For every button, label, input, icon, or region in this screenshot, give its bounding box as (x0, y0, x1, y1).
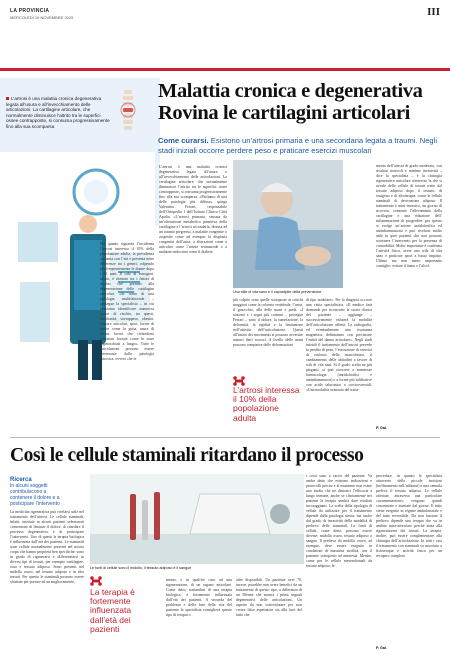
lab-samples-photo (90, 474, 304, 564)
header-rule (0, 68, 450, 71)
article2-photo-caption: Le fonti di cellule sono il midollo, il tessuto adiposo e il sangue (90, 566, 192, 570)
kicker-title: Ricerca (10, 477, 32, 483)
article2-headline: Così le cellule staminali ritardano il processo (10, 445, 364, 466)
article2-kicker (10, 477, 70, 507)
page-number: III (427, 6, 440, 18)
article2-pull-quote: La terapia è fortemente influenzata dall’età dei pazienti (90, 587, 135, 634)
article1-lead (158, 136, 448, 155)
article2-signature: P. Gal. (376, 646, 387, 650)
elderly-woman-knee-photo (233, 160, 343, 288)
article1-col1: L’artrosi è una malattia cronica degenerativa legata all’usura e all’invecchiamento delle articolazioni. La cartilagine articolare, che normalmente diminuisce l’attrito tra le superfici ossee contrapposte, si consuma progressivamente fino alla sua scomparsa. «Parliamo di una delle patologie più diffuse» spiega Valentina Ferrari, responsabile dell’Ortopedia 1 dell’Istituto Clinico Città Apulia. «L’artrosi primaria, causata da un’alterazione metabolica primitiva della cartilagine e l’artrosi secondaria, dovuta ad un trauma pregresso, a malattie congenite o acquisite come ad esempio la displasia congenita dell’anca, a alterazioni come a articolari come l’artrite reumatoide o a malattie endocrine come il diabete. (159, 165, 227, 254)
newspaper-name: LA PROVINCIA (10, 8, 50, 14)
kicker-text: In alcuni soggetti contribuiscono a contenere il dolore e a posticipare l’intervento (10, 483, 60, 507)
article1-photo-caption: Uno stile di vita sano e il capostipite della prevenzione (233, 290, 322, 294)
article1-col2: Per quanto riguarda l’incidenza l’artrosi interessa il 10% della popolazione adulta, la prevalenza aumenta con l’età e presenta nette differenze tra i generi, colpendo più frequentemente le donne dopo i 55 anni. Il calo di estrogeni, infatti, è ritenuto tra i fattori di rischio che portano alla degenerazione delle cartilagini articolari. «Si tratta di una patologia multifattoriale – prosegue la specialista – in cui possiamo identificare numerosi fattori di rischio, tra questi, familiarità, sovrappeso, obesità, fratture articolari, sport, forme di artrite come la gotta, usura di alcuni lavori che richiedono posizioni forzate come lo stare inginocchiati a lungo». Tutte le articolazioni possono essere interessate dalla patologia artrosica, ovvero che le (100, 242, 154, 361)
lead-text: Esistono un’artrosi primaria e una secondaria legata a traumi. Negli stadi iniziali occorre perdere peso e praticare esercizi muscolari (158, 136, 438, 155)
lead-kicker: Come curarsi. (158, 136, 209, 145)
spine-icon (113, 88, 143, 138)
article2-col2: mento, e in qualche caso ad una rigenerazione, di un organo articolare. Come detto, trattandosi di una terapia biologica, è fortemente influenzata dall’età dei pazienti. A seconda del problema e della fase della vita del paziente la specialista consiglierà questo tipo di terapia o (166, 578, 232, 617)
bone-icon (90, 576, 102, 586)
article1-pull-quote: L’artrosi interessa il 10% della popolazione adulta (233, 385, 300, 423)
article2-col5: procedure, in quanto le specialista attraverso delle piccole incisioni (infiltramento nell’addome) e una cannula preleva il tessuto adiposo. Le cellule ottenute, attraverso una particolare «strumentazione» vengono quindi concentrate e iniettate dal giorno. Il tutto viene eseguito in regime ambulatoriale e del tutto reversibile. Da non lasciare il prelievo dipende una terapia che va in ambito intra-articolare perché aiuta alla rigenerazione dei tessuti. La terapia, inoltre, può essere complementare alla chirurgia dell’articolazione. In tutti i casi il trattamento con staminali va associato a fisioterapia e attività fisica per un recupero completo. (376, 474, 442, 558)
article1-col5: mento dell’artrosi di grado moderato, con risultati notevoli e minima invasività – dice la specialista – è la chirurgia rigenerativa articolare attraverso la che si avvale delle cellule di tessuti tratte dal tessuto adiposo dopo il tessuto, di ossigeno e di idroterapia, come le cellule staminali di derivazione adiposa. Il trattamento è mini-invasivo, un giorno di ricovero, consente l’allevamento della cartilagine e una riduzione dell’ infiammazione di progredire, per questo si svolge un’azione antidolorifica ed antinfiammatoria e può rivelarsi molto utile in quei pazienti che non possono sostenere l’intervento per la presenza di comorbilità. Molto importante è conferma l’attività fisica, avere uno stile di vita sano e praticare sport a basso impatto. Ultimo ma non meno importante consiglio: evitare il fumo e l’alcol. (376, 164, 442, 268)
illustration-anchor (100, 80, 101, 81)
bullet-marker (6, 97, 9, 100)
article2-col3: altre disponibili. Un paziente over 70, invece, potrebbe non avere benefici da un trattamento di questo tipo, a differenza di un 50enne che mostra i primi segnali degenerativi delle articolazioni. Un aspetto da non sottovalutare per non creare false aspettative sia alla luce del fatto che (236, 578, 302, 617)
masthead (10, 6, 440, 26)
article1-signature: P. Gal. (376, 426, 387, 430)
issue-date: MERCOLEDÌ 19 NOVEMBRE 2025 (10, 15, 74, 20)
info-bullet-1: L’artrosi è una malattia cronica degenerativa legata all’usura e all’invecchiamento delle articolazioni. La cartilagine articolare, che normalmente diminuisce l’attrito tra le superfici ossee contrapposte, si consuma progressivamente fino alla sua scomparsa (6, 96, 110, 129)
article2-col1: La medicina rigenerativa può rivelarsi utile nel trattamento dell’artrosi. Le cellule staminali, infatti, iniettate in alcuni pazienti selezionati consentono di limitare il dolore, di ritardare il processo degenerativo e di posticipare l’intervento. Uno di questi la terapia biologica è influenzata dall’età dei pazienti. Le staminali sono cellule normalmente presenti nel nostro corpo che hanno proprietà ben specifiche: sono in grado di rigenerarsi e differenziarsi in diversi tipi di tessuti, per esempio cartilagine, ossa e tessuto adiposo. Sono presenti nel midollo osseo, nel tessuto adiposo e in altri tessuti. Per questo le staminali possono essere sfruttate per portare ad un miglioramento, (10, 510, 84, 584)
article-separator (10, 437, 440, 438)
article1-col4: di tipo nodulare». Per la diagnosi occorre una visita specialistica. «Il medico farà domande per ricostruire la storia clinica del paziente – aggiunge – successivamente valuterà la mobilità dell’articolazione affetta. La radiografia, ed eventualmente una risonanza magnetica, definiranno con precisione l’entità del danno articolare». Negli stadi iniziali il trattamento dell’artrosi prevede la perdita di peso, l’esecuzione di esercizi di rinforzo della muscolatura, il cambiamento delle abitudini a favore di stili di vita sani. Si il goalo scelta ne più pieganti, si può ricorrere a numerose farmacologia (antidolorifici e antinfiammatori) o a forme più infiltrative con acido ialuronico o corticosteroidi. «Una modalità avanzata del tratta- (306, 298, 372, 392)
article1-col3: più colpite sono quelle sottoposte ai carichi maggiori come la colonna vertebrale, l’anca, il ginocchio, alla delle mani e piedi. «I sintomi e i segni più comuni – prosegue Ferrari – sono il dolore, la tumefazione, la deformità, la rigidità e la limitazione nell’attività dell’articolazione. Questi all’inizio dei movimenti si possono avvertire rumori detti scrosci. A livello delle mani possono comparire delle deformazioni (233, 298, 303, 347)
article2-col4: i costi sono a carico del paziente. Va anche detto che esistono indicazioni e protocolli precisi e al momento non esiste uno studio che ne dimostri l’efficacia a lungo termine, anche se clinicamente nei pazienti la terapia sembra dare risultati incoraggianti. La scelta della tipologia di cellule da utilizzare per il trattamento dipende dalla patologia stessa, ma anche dal grado di invasività della modalità di prelievo delle staminali. Le fonti di cellule, come detto, possono essere diverse: midollo osseo, tessuto adiposo o sangue. Il prelievo da midollo osseo, ad esempio, deve essere eseguito in condizioni di massima sterilità, con il paziente sottoposto ad anestesia. Mentre, come per le cellule mesenchimali da tessuto adiposo, le (306, 474, 372, 568)
article1-headline: Malattia cronica e degenerativa Rovina le cartilagini articolari (158, 80, 423, 124)
